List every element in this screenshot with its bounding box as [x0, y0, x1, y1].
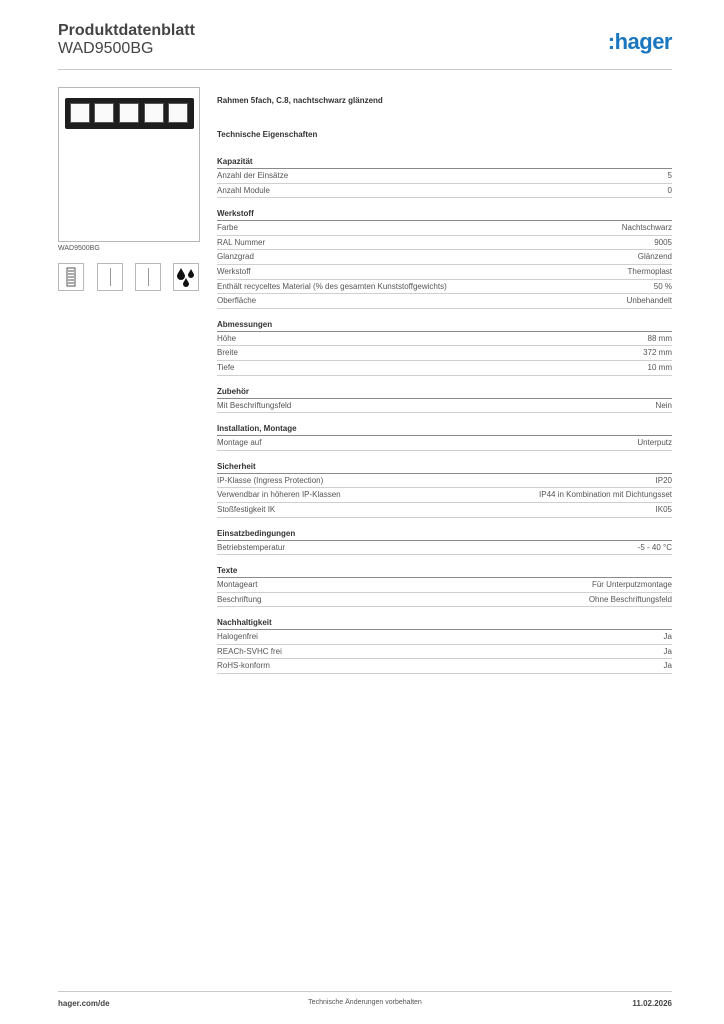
article-number: WAD9500BG	[58, 40, 154, 57]
spec-label: Anzahl der Einsätze	[217, 171, 289, 180]
spec-group-title: Texte	[217, 565, 672, 578]
spec-group	[217, 528, 672, 556]
spec-value: Für Unterputzmontage	[591, 580, 672, 590]
spec-value: IP44 in Kombination mit Dichtungsset	[539, 490, 672, 500]
spec-label: IP-Klasse (Ingress Protection)	[217, 475, 324, 485]
spec-group	[217, 461, 672, 518]
footer-date: 11.02.2026	[632, 999, 672, 1008]
spec-group-title: Nachhaltigkeit	[217, 617, 672, 630]
spec-label: Montage auf	[217, 438, 262, 448]
spec-row	[217, 503, 672, 518]
spec-label: Farbe	[217, 223, 238, 233]
spec-content	[217, 92, 672, 684]
spec-group-title: Kapazität	[217, 156, 672, 169]
line-icon	[135, 263, 161, 291]
spec-row	[217, 630, 672, 645]
spec-value: Ja	[663, 646, 672, 656]
spec-row	[217, 280, 672, 295]
spec-row	[217, 221, 672, 236]
spec-row	[217, 593, 672, 608]
spec-label: Höhe	[217, 333, 237, 343]
spec-value: 50 %	[653, 281, 672, 291]
spec-label: Halogenfrei	[217, 632, 258, 642]
page-title: Produktdatenblatt	[58, 22, 195, 39]
hager-logo: :hager	[607, 29, 672, 54]
spec-row	[217, 645, 672, 660]
spec-value: 5	[667, 171, 672, 180]
spec-value: 10 mm	[647, 362, 672, 372]
spec-group-title: Sicherheit	[217, 461, 672, 474]
spec-row	[217, 541, 672, 556]
spec-label: RoHS-konform	[217, 661, 270, 671]
spec-label: Stoßfestigkeit IK	[217, 504, 276, 514]
spec-group-title: Abmessungen	[217, 319, 672, 332]
spec-value: IK05	[655, 504, 672, 514]
spec-groups	[217, 156, 672, 674]
spec-group	[217, 617, 672, 674]
page-footer	[58, 991, 672, 1008]
spec-value: Nachtschwarz	[621, 223, 672, 233]
spec-value: IP20	[655, 475, 672, 485]
spec-value: Unbehandelt	[626, 296, 672, 306]
spec-group	[217, 565, 672, 607]
spec-group	[217, 386, 672, 414]
line-icon	[97, 263, 123, 291]
spec-label: Beschriftung	[217, 594, 262, 604]
spec-group-title: Werkstoff	[217, 208, 672, 221]
spec-label: Oberfläche	[217, 296, 257, 306]
spec-row	[217, 346, 672, 361]
spec-row	[217, 578, 672, 593]
footer-website[interactable]: hager.com/de	[58, 999, 110, 1008]
spec-group	[217, 319, 672, 376]
water-drops-icon	[173, 263, 199, 291]
spec-value: 88 mm	[647, 333, 672, 343]
spec-row	[217, 236, 672, 251]
spec-group-title: Einsatzbedingungen	[217, 528, 672, 541]
spec-row	[217, 332, 672, 347]
spec-label: Montageart	[217, 580, 258, 590]
spec-row	[217, 659, 672, 674]
spec-row	[217, 399, 672, 414]
spec-row	[217, 361, 672, 376]
spec-value: -5 - 40 °C	[637, 542, 672, 552]
product-title: Rahmen 5fach, C.8, nachtschwarz glänzend	[217, 96, 383, 105]
spec-value: Thermoplast	[627, 266, 672, 276]
spec-group	[217, 423, 672, 451]
spec-value: Unterputz	[637, 438, 672, 448]
spec-value: Ja	[663, 661, 672, 671]
product-image	[58, 87, 200, 242]
spec-label: REACh-SVHC frei	[217, 646, 282, 656]
spec-value: Ohne Beschriftungsfeld	[588, 594, 672, 604]
page-header	[58, 22, 672, 70]
spec-row	[217, 474, 672, 489]
image-caption: WAD9500BG	[58, 245, 100, 252]
spec-label: Betriebstemperatur	[217, 542, 286, 552]
spec-label: Anzahl Module	[217, 185, 270, 195]
section-title: Technische Eigenschaften	[217, 130, 318, 139]
spec-label: Tiefe	[217, 362, 235, 372]
spec-group	[217, 156, 672, 198]
spec-row	[217, 169, 672, 184]
spec-value: 372 mm	[643, 348, 672, 358]
footer-note: Technische Änderungen vorbehalten	[308, 999, 422, 1006]
spec-row	[217, 184, 672, 199]
spec-label: Glanzgrad	[217, 252, 254, 262]
spec-row	[217, 436, 672, 451]
barcode-icon	[58, 263, 84, 291]
spec-group-title: Zubehör	[217, 386, 672, 399]
spec-label: Enthält recyceltes Material (% des gesamten Kunststoffgewichts)	[217, 281, 447, 291]
spec-row	[217, 294, 672, 309]
spec-row	[217, 488, 672, 503]
spec-row	[217, 265, 672, 280]
spec-label: RAL Nummer	[217, 237, 266, 247]
spec-value: Glänzend	[637, 252, 672, 262]
spec-label: Werkstoff	[217, 266, 251, 276]
spec-group-title: Installation, Montage	[217, 423, 672, 436]
spec-label: Mit Beschriftungsfeld	[217, 400, 292, 410]
spec-value: Nein	[655, 400, 672, 410]
spec-group	[217, 208, 672, 309]
spec-label: Breite	[217, 348, 238, 358]
spec-row	[217, 250, 672, 265]
frame-illustration	[65, 98, 194, 129]
spec-value: 0	[667, 185, 672, 195]
spec-label: Verwendbar in höheren IP-Klassen	[217, 490, 341, 500]
spec-value: Ja	[663, 632, 672, 642]
spec-value: 9005	[654, 237, 672, 247]
